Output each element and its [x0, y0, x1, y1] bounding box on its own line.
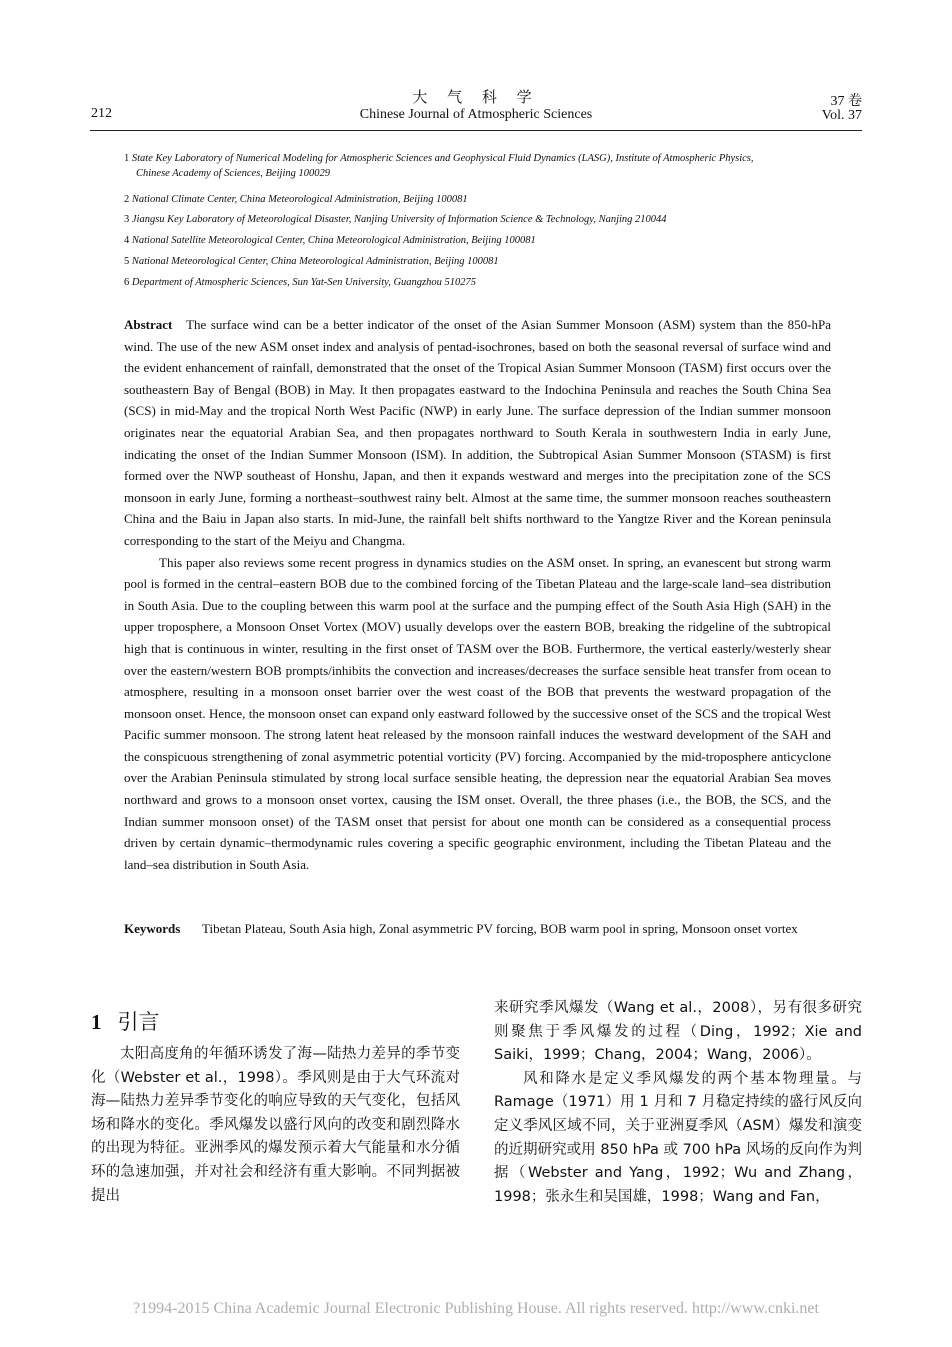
body-paragraph-left: 太阳高度角的年循环诱发了海—陆热力差异的季节变化（Webster et al.，1998）。季风则是由于大气环流对海—陆热力差异季节变化的响应导致的天气变化，包括风场和降水的变化。季风爆发以盛行风向的改变和剧烈降水的出现为特征。亚洲季风的爆发预示着大气能量和水分循环的急速加强，并对社会和经济有重大影响。不同判据被提出: [91, 1046, 460, 1204]
body-right-column: [494, 997, 862, 1209]
abstract-paragraph-2: This paper also reviews some recent progress in dynamics studies on the ASM onset. In spring, an evanescent but strong warm pool is formed in the central–eastern BOB due to the combined forcing of the Tibetan Plateau and the large-scale land–sea distribution in South Asia. Due to the coupling between this warm pool at the surface and the pumping effect of the South Asia High (SAH) in the upper troposphere, a Monsoon Onset Vortex (MOV) usually develops over the eastern BOB, breaking the ridgeline of the subtropical high that is continuous in winter, resulting in the first onset of TASM over the BOB. Furthermore, the vertical easterly/westerly shear over the eastern/western BOB prompts/inhibits the convection and increases/decreases the surface sensible heat transfer from ocean to atmosphere, resulting in a monsoon onset barrier over the west coast of the BOB that prevents the westward propagation of the monsoon onset. Hence, the monsoon onset can expand only eastward followed by the successive onset of the SCS and the tropical West Pacific summer monsoon. The strong latent heat released by the monsoon rainfall induces the westward development of the SAH and the conspicuous strengthening of zonal asymmetric potential vorticity (PV) forcing. Accompanied by the mid-troposphere anticyclone over the Arabian Peninsula stimulated by strong local surface sensible heating, the depression near the equatorial Arabian Sea moves northward and grows to a monsoon onset vortex, causing the ISM onset. Overall, the three phases (i.e., the BOB, the SCS, and the Indian summer monsoon onset) of the TASM onset that persist for about one month can be considered as a consequential process driven by certain dynamic–thermodynamic rules covering a specific geographic environment, including the Tibetan Plateau and the land–sea distribution in South Asia.: [124, 554, 831, 872]
volume-en: Vol. 37: [821, 108, 862, 123]
affiliation-1: 1 State Key Laboratory of Numerical Modeling for Atmospheric Sciences and Geophysical Fluid Dynamics (LASG), Institute of Atmospheric Physics, Chinese Academy of Sciences, Beijing 100029: [124, 153, 754, 179]
body-left-column: [91, 1043, 460, 1208]
body-paragraph-right-1: 来研究季风爆发（Wang et al.，2008），另有很多研究则聚焦于季风爆发的过程（Ding，1992；Xie and Saiki，1999；Chang，2004；Wang，2006）。: [494, 1000, 862, 1064]
affiliation-3: 3 Jiangsu Key Laboratory of Meteorological Disaster, Nanjing University of Information Science & Technology, Nanjing 210044: [124, 214, 667, 225]
body-paragraph-right-2: 风和降水是定义季风爆发的两个基本物理量。与 Ramage（1971）用 1 月和 7 月稳定持续的盛行风反向定义季风区域不同，关于亚洲夏季风（ASM）爆发和演变的近期研究或用 850 hPa 或 700 hPa 风场的反向作为判据（Webster and Yang，1992；Wu and Zhang，1998；张永生和吴国雄，1998；Wang and Fan，: [494, 1070, 862, 1205]
abstract-paragraph-1: Abstract The surface wind can be a better indicator of the onset of the Asian Summer Monsoon (ASM) system than the 850-hPa wind. The use of the new ASM onset index and analysis of pentad-isochrones, based on both the seasonal reversal of surface wind and the evident enhancement of rainfall, demonstrated that the onset of the Tropical Asian Summer Monsoon (TASM) first occurs over the southeastern Bay of Bengal (BOB) in May. It then propagates eastward to the Indochina Peninsula and reaches the South China Sea (SCS) in mid-May and the tropical North West Pacific (NWP) in early June. The surface depression of the Indian summer monsoon originates near the equatorial Arabian Sea, and then propagates northward to South Kerala in southwestern India in early June, indicating the onset of the Indian Summer Monsoon (ISM). In addition, the Subtropical Asian Summer Monsoon (STASM) is first formed over the NWP southeast of Honshu, Japan, and then it expands westward and merges into the precipitation zone of the SCS monsoon in early June, forming a northeast–southwest rainy belt. Almost at the same time, the summer monsoon reaches southeastern China and the Baiu in Japan also starts. In mid-June, the rainfall belt shifts northward to the Yangtze River and the Korean peninsula corresponding to the start of the Meiyu and Changma.: [124, 317, 831, 548]
affiliation-6: 6 Department of Atmospheric Sciences, Sun Yat-Sen University, Guangzhou 510275: [124, 277, 477, 288]
page-number: 212: [91, 106, 112, 121]
copyright-footer: ?1994-2015 China Academic Journal Electronic Publishing House. All rights reserved. http://www.cnki.net: [133, 1300, 819, 1317]
keywords-text: Tibetan Plateau, South Asia high, Zonal asymmetric PV forcing, BOB warm pool in spring, Monsoon onset vortex: [202, 921, 798, 936]
header-rule: [90, 130, 862, 131]
keywords: [124, 918, 831, 940]
abstract-label: Abstract: [124, 317, 173, 332]
abstract: [124, 314, 831, 875]
section-title: 1 引言: [91, 1010, 160, 1034]
affiliation-4: 4 National Satellite Meteorological Center, China Meteorological Administration, Beijing 100081: [124, 235, 536, 246]
journal-title-cn: 大 气 科 学: [412, 90, 540, 106]
affiliation-2: 2 National Climate Center, China Meteorological Administration, Beijing 100081: [124, 194, 468, 205]
keywords-label: Keywords: [124, 921, 181, 936]
journal-title-en: Chinese Journal of Atmospheric Sciences: [359, 107, 593, 122]
volume-cn: 37 卷: [830, 94, 862, 109]
affiliation-5: 5 National Meteorological Center, China Meteorological Administration, Beijing 100081: [124, 256, 499, 267]
